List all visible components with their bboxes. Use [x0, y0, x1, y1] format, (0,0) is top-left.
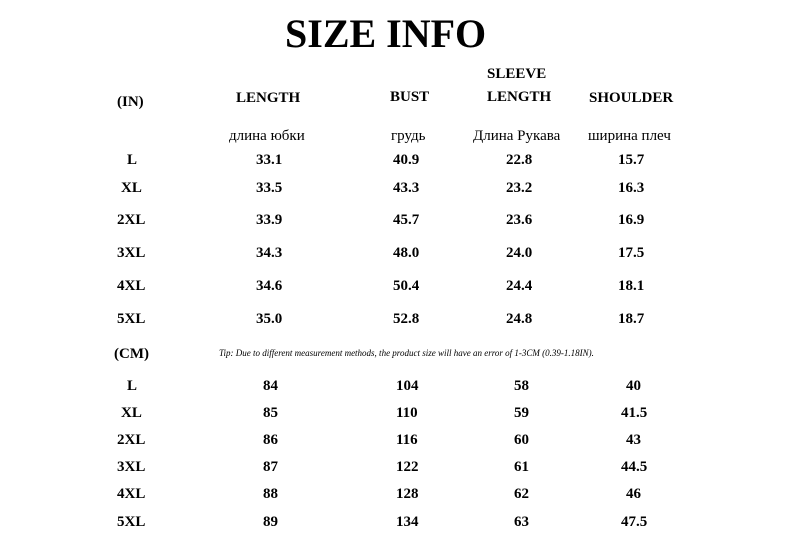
- table-row-cm-0: [0, 378, 800, 398]
- size-cell: L: [127, 378, 138, 394]
- shoulder-cell: 40: [626, 378, 641, 394]
- header-sleeve-ru: Длина Рукава: [473, 128, 561, 144]
- sleeve-cell: 60: [514, 432, 529, 448]
- size-cell: 4XL: [117, 486, 146, 502]
- shoulder-cell: 16.3: [618, 180, 645, 196]
- table-row-in-1: [0, 180, 800, 200]
- table-row-cm-2: [0, 432, 800, 452]
- bust-cell: 43.3: [393, 180, 420, 196]
- table-row-cm-1: [0, 405, 800, 425]
- shoulder-cell: 16.9: [618, 212, 645, 228]
- sleeve-cell: 23.6: [506, 212, 533, 228]
- shoulder-cell: 18.1: [618, 278, 645, 294]
- length-cell: 34.3: [256, 245, 283, 261]
- length-cell: 88: [263, 486, 278, 502]
- size-cell: 2XL: [117, 432, 146, 448]
- size-cell: L: [127, 152, 138, 168]
- size-cell: 4XL: [117, 278, 146, 294]
- shoulder-cell: 15.7: [618, 152, 645, 168]
- size-cell: 5XL: [117, 311, 146, 327]
- header-shoulder-ru: ширина плеч: [588, 128, 671, 144]
- bust-cell: 104: [396, 378, 419, 394]
- sleeve-cell: 24.4: [506, 278, 533, 294]
- bust-cell: 134: [396, 514, 419, 530]
- shoulder-cell: 17.5: [618, 245, 645, 261]
- shoulder-cell: 43: [626, 432, 641, 448]
- bust-cell: 48.0: [393, 245, 420, 261]
- length-cell: 84: [263, 378, 278, 394]
- sleeve-cell: 22.8: [506, 152, 533, 168]
- sleeve-cell: 62: [514, 486, 529, 502]
- shoulder-cell: 46: [626, 486, 641, 502]
- measurement-tip: Tip: Due to different measurement methods, the product size will have an error of 1-3CM (0.39-1.18IN).: [219, 348, 594, 358]
- sleeve-cell: 23.2: [506, 180, 533, 196]
- shoulder-cell: 41.5: [621, 405, 648, 421]
- length-cell: 33.5: [256, 180, 283, 196]
- length-cell: 33.1: [256, 152, 283, 168]
- unit-label-cm: (CM): [114, 346, 149, 362]
- header-sleeve-line2: LENGTH: [487, 89, 552, 105]
- bust-cell: 52.8: [393, 311, 420, 327]
- table-row-in-4: [0, 278, 800, 298]
- table-row-cm-5: [0, 514, 800, 534]
- sleeve-cell: 63: [514, 514, 529, 530]
- bust-cell: 40.9: [393, 152, 420, 168]
- sleeve-cell: 24.8: [506, 311, 533, 327]
- size-cell: XL: [121, 405, 142, 421]
- size-cell: 2XL: [117, 212, 146, 228]
- table-row-in-3: [0, 245, 800, 265]
- length-cell: 86: [263, 432, 278, 448]
- size-cell: 3XL: [117, 245, 146, 261]
- page-title: SIZE INFO: [285, 11, 487, 56]
- shoulder-cell: 18.7: [618, 311, 645, 327]
- sleeve-cell: 24.0: [506, 245, 533, 261]
- length-cell: 34.6: [256, 278, 283, 294]
- header-sleeve-line1: SLEEVE: [487, 66, 547, 82]
- length-cell: 89: [263, 514, 278, 530]
- bust-cell: 110: [396, 405, 418, 421]
- size-cell: 3XL: [117, 459, 146, 475]
- header-length: LENGTH: [236, 90, 301, 106]
- bust-cell: 122: [396, 459, 419, 475]
- length-cell: 35.0: [256, 311, 283, 327]
- bust-cell: 128: [396, 486, 419, 502]
- header-shoulder: SHOULDER: [589, 90, 674, 106]
- sleeve-cell: 61: [514, 459, 529, 475]
- length-cell: 87: [263, 459, 278, 475]
- shoulder-cell: 47.5: [621, 514, 648, 530]
- sleeve-cell: 59: [514, 405, 529, 421]
- header-bust: BUST: [390, 89, 430, 105]
- bust-cell: 50.4: [393, 278, 420, 294]
- table-row-cm-4: [0, 486, 800, 506]
- size-cell: 5XL: [117, 514, 146, 530]
- sleeve-cell: 58: [514, 378, 529, 394]
- table-row-in-5: [0, 311, 800, 331]
- bust-cell: 45.7: [393, 212, 420, 228]
- size-cell: XL: [121, 180, 142, 196]
- length-cell: 85: [263, 405, 278, 421]
- length-cell: 33.9: [256, 212, 283, 228]
- table-row-cm-3: [0, 459, 800, 479]
- table-row-in-0: [0, 152, 800, 172]
- header-bust-ru: грудь: [391, 128, 426, 144]
- table-row-in-2: [0, 212, 800, 232]
- shoulder-cell: 44.5: [621, 459, 648, 475]
- header-length-ru: длина юбки: [229, 128, 305, 144]
- bust-cell: 116: [396, 432, 418, 448]
- unit-label-inches: (IN): [117, 94, 144, 110]
